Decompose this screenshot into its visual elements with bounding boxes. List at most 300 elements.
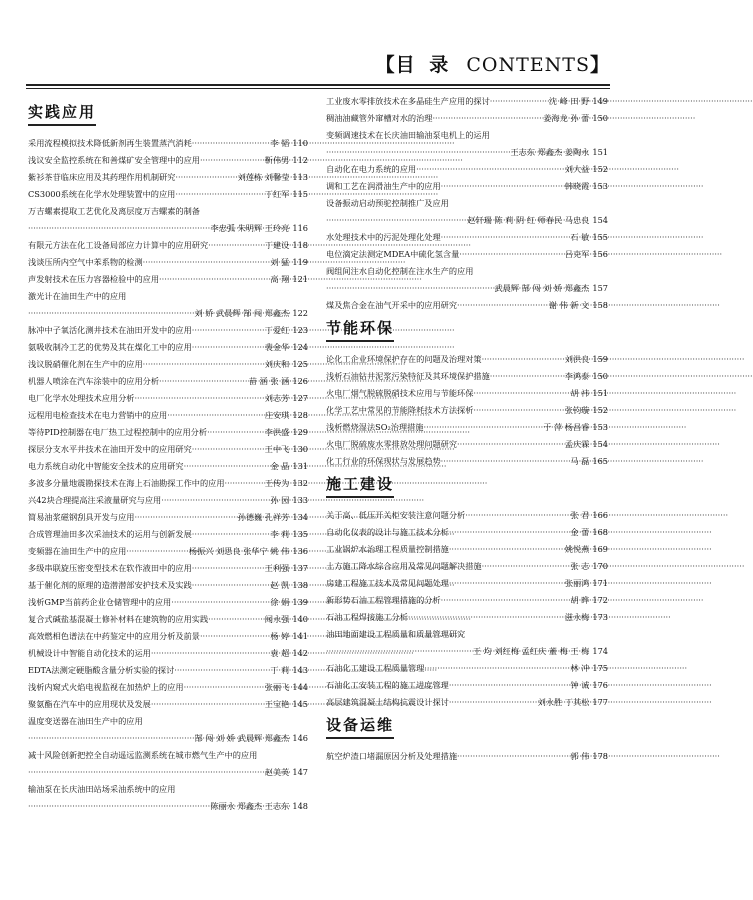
toc-entry-leader	[28, 307, 192, 319]
toc-entry[interactable]	[326, 404, 608, 416]
toc-entry-page: 140	[292, 614, 308, 624]
toc-entry-authors: 赵轩瑞 陈 莉 阴 红 师春民 马忠良	[467, 215, 590, 225]
toc-entry-title: 简易油浆磁钢刮具开发与应用	[28, 512, 135, 522]
toc-entry[interactable]	[326, 197, 608, 209]
header-rule	[26, 84, 610, 86]
toc-entry[interactable]	[28, 188, 308, 200]
section-heading-label: 实践应用	[28, 101, 96, 126]
toc-entry-authors: 刘莲栋 刘馨莹	[237, 172, 290, 182]
toc-entry-title: 复合式碱盐基混凝土修补材料在建筑物的应用实践	[28, 614, 209, 624]
toc-entry-page: 170	[592, 561, 608, 571]
toc-entry-leader	[473, 387, 568, 399]
toc-entry-authors: 张钧璇	[564, 405, 590, 415]
toc-entry-page: 152	[592, 164, 608, 174]
toc-entry-leader	[326, 214, 465, 226]
toc-entry-authors: 孙德巍 孔祥芳	[237, 512, 290, 522]
toc-entry[interactable]	[28, 732, 308, 744]
toc-entry-authors: 赵 凯	[270, 580, 290, 590]
toc-entry-leader	[482, 353, 563, 365]
toc-entry-leader	[192, 341, 263, 353]
section-heading-label: 节能环保	[326, 317, 394, 342]
toc-entry-authors: 庄安琪	[264, 410, 290, 420]
toc-entry[interactable]	[28, 545, 308, 557]
toc-entry-title: 工业废水零排放技术在多晶硅生产应用的探讨	[326, 96, 490, 106]
toc-entry-authors: 张丽飞	[264, 682, 290, 692]
toc-entry-page: 150	[592, 113, 608, 123]
toc-entry-authors: 孟庆霖	[564, 439, 590, 449]
toc-entry-page: 165	[592, 456, 608, 466]
toc-entry-title: 电力系统自动化中智能安全技术的应用研究	[28, 461, 184, 471]
toc-entry-leader	[207, 426, 263, 438]
toc-entry-leader	[192, 324, 263, 336]
toc-entry-authors: 张 志	[570, 561, 590, 571]
toc-entry-authors: 刘庆和	[264, 359, 290, 369]
toc-entry[interactable]	[28, 681, 308, 693]
toc-entry-authors: 赵美英	[264, 767, 290, 777]
toc-entry-leader	[143, 358, 263, 370]
toc-entry-title: 采用流程模拟技术降低新剂再生装置蒸汽消耗	[28, 138, 192, 148]
toc-entry[interactable]	[28, 290, 308, 302]
toc-entry-title: 浅析内窥式火焰电视监视在加热炉上的应用	[28, 682, 184, 692]
toc-entry-title: 火电厂脱硫废水零排放处理问题研究	[326, 439, 458, 449]
toc-entry[interactable]	[28, 392, 308, 404]
toc-entry-title: 高层建筑混凝土结构抗震设计探讨	[326, 697, 449, 707]
toc-entry[interactable]	[28, 324, 308, 336]
toc-entry-page: 153	[592, 181, 608, 191]
toc-entry-authors: 吕克军	[564, 249, 590, 259]
toc-entry[interactable]	[326, 628, 608, 640]
toc-entry-authors: 张 君	[570, 510, 590, 520]
toc-entry-leader	[449, 679, 569, 691]
toc-entry-leader	[174, 664, 268, 676]
toc-entry[interactable]	[28, 171, 308, 183]
toc-entry-leader	[326, 645, 471, 657]
toc-entry-leader	[482, 560, 569, 572]
toc-entry-authors: 刘志芳	[264, 393, 290, 403]
toc-entry-title: 火电厂烟气脱硫脱硝技术应用与节能环保	[326, 388, 474, 398]
toc-entry-page: 142	[292, 648, 308, 658]
toc-entry-title: 合成管理油田多次采油技术的运用与创新发展	[28, 529, 192, 539]
toc-entry-leader	[441, 180, 563, 192]
toc-entry[interactable]	[28, 579, 308, 591]
toc-entry[interactable]	[28, 154, 308, 166]
toc-entry-title: 电厂化学水处理技术应用分析	[28, 393, 135, 403]
toc-entry[interactable]	[28, 562, 308, 574]
toc-entry-title: 浅析石油钻井泥浆污染特征及其环境保护措施	[326, 371, 490, 381]
toc-entry-page: 123	[292, 325, 308, 335]
toc-entry-title: 浅析GMP当前药企业仓储管理中的应用	[28, 597, 172, 607]
toc-entry[interactable]	[28, 511, 308, 523]
toc-entry[interactable]	[326, 421, 608, 433]
toc-entry-leader	[134, 392, 262, 404]
toc-entry-title: 输油泵在长庆油田站场采油系统中的应用	[28, 784, 176, 794]
toc-entry-leader	[457, 299, 547, 311]
toc-entry[interactable]	[28, 715, 308, 727]
toc-entry[interactable]	[326, 611, 608, 623]
toc-entry-title: 激光计在油田生产中的应用	[28, 291, 127, 301]
section-heading-label: 设备运维	[326, 714, 394, 739]
toc-entry-page: 151	[592, 147, 608, 157]
toc-entry-leader	[151, 647, 269, 659]
toc-entry-page: 169	[592, 544, 608, 554]
toc-entry-leader	[449, 696, 536, 708]
toc-entry-title: 万吉螺素提取工艺优化及离层度万吉螺素的制备	[28, 206, 200, 216]
toc-entry-title: 多级串联旋压密变型技术在软作液田中的应用	[28, 563, 192, 573]
toc-entry-page: 177	[592, 697, 608, 707]
toc-entry-authors: 李 韬	[270, 138, 290, 148]
toc-entry-leader	[423, 421, 541, 433]
toc-entry-page: 175	[592, 663, 608, 673]
toc-entry-title: 浅谈压所内空气中苯系物的检测	[28, 257, 143, 267]
toc-entry[interactable]	[326, 370, 608, 382]
toc-entry-title: 减十风险创新把控全自动遥远监测系统在城市燃气生产中的应用	[28, 750, 258, 760]
toc-entry-authors: 谢 伟 新 文	[548, 300, 590, 310]
toc-entry-authors: 裴金华	[264, 342, 290, 352]
toc-entry[interactable]	[28, 358, 308, 370]
toc-entry[interactable]	[28, 239, 308, 251]
toc-entry-leader	[208, 613, 263, 625]
toc-entry[interactable]	[326, 231, 608, 243]
toc-entry-authors: 闻永强	[264, 614, 290, 624]
toc-entry[interactable]	[326, 645, 608, 657]
toc-entry-page: 178	[592, 751, 608, 761]
toc-entry-title: 探层分支水平井技术在油田开发中的应用研究	[28, 444, 192, 454]
toc-entry-authors: 郜 闯 刘 娇 武晨辉 郑鑫杰	[194, 733, 290, 743]
toc-entry[interactable]	[326, 265, 608, 277]
toc-entry-leader	[449, 543, 563, 555]
toc-entry[interactable]	[326, 95, 608, 107]
toc-entry[interactable]	[28, 341, 308, 353]
toc-entry-leader	[459, 248, 563, 260]
toc-entry-title: 论化工企业环境保护存在的问题及治理对策	[326, 354, 482, 364]
toc-entry-title: 温度变送器在油田生产中的应用	[28, 716, 143, 726]
toc-entry-title: 关于高、低压开关柜安装注意问题分析	[326, 510, 466, 520]
toc-entry-page: 153	[592, 422, 608, 432]
toc-entry[interactable]	[28, 494, 308, 506]
toc-entry-authors: 王中飞	[264, 444, 290, 454]
toc-entry-leader	[192, 579, 269, 591]
toc-entry-leader	[192, 137, 269, 149]
toc-entry-title: 声发射技术在压力容器检验中的应用	[28, 274, 160, 284]
toc-entry-authors: 韩晓霞	[564, 181, 590, 191]
toc-entry-page: 158	[592, 300, 608, 310]
toc-entry-leader	[159, 273, 268, 285]
toc-entry[interactable]	[326, 146, 608, 158]
toc-entry-title: 多波多分量地震勘探技术在海上石油勘探工作中的应用	[28, 478, 225, 488]
toc-entry[interactable]	[28, 477, 308, 489]
toc-entry[interactable]	[28, 409, 308, 421]
toc-entry-page: 132	[292, 478, 308, 488]
toc-entry-authors: 于 萍 杨昌睿	[543, 422, 590, 432]
toc-entry[interactable]	[28, 698, 308, 710]
toc-entry-page: 129	[292, 427, 308, 437]
toc-entry-leader	[416, 163, 563, 175]
toc-entry-authors: 刘洪良	[564, 354, 590, 364]
toc-entry[interactable]	[326, 455, 608, 467]
toc-entry-title: 调和工艺在润滑油生产中的应用	[326, 181, 441, 191]
toc-entry-title: 化学工艺中常见的节能降耗技术方法探析	[326, 405, 474, 415]
toc-entry[interactable]	[326, 163, 608, 175]
toc-entry-leader	[184, 460, 269, 472]
toc-entry[interactable]	[28, 426, 308, 438]
toc-entry-page: 122	[292, 308, 308, 318]
toc-entry-leader	[432, 112, 541, 124]
toc-entry[interactable]	[28, 460, 308, 472]
toc-entry-title: 浅析燃烧湿法SO₂治理措施	[326, 422, 424, 432]
toc-entry-authors: 张丽鸿	[564, 578, 590, 588]
toc-entry-title: 有限元方法在化工设备局部应力计算中的应用研究	[28, 240, 209, 250]
toc-entry-authors: 丁爱红	[264, 325, 290, 335]
toc-entry[interactable]	[326, 509, 608, 521]
toc-entry-authors: 李忠弧 朱明辉 王玲亮	[210, 223, 290, 233]
toc-entry-authors: 李鸿泰	[564, 371, 590, 381]
section-heading	[326, 473, 608, 501]
toc-header	[376, 50, 610, 77]
toc-entry-page: 168	[592, 527, 608, 537]
toc-entry-leader	[28, 732, 192, 744]
toc-entry-page: 143	[292, 665, 308, 675]
toc-entry-authors: 姜海龙 孙 蕾	[543, 113, 590, 123]
toc-entry-authors: 靳伟男	[264, 155, 290, 165]
toc-entry-authors: 王志东 郑鑫杰 姜陶永	[510, 147, 590, 157]
toc-entry-authors: 石 敏	[570, 232, 590, 242]
toc-entry-authors: 陈丽永 郑鑫杰 王志东	[210, 801, 290, 811]
toc-entry-authors: 苗 涵 张 涵	[248, 376, 290, 386]
toc-entry[interactable]	[326, 180, 608, 192]
left-column	[28, 95, 308, 817]
toc-entry-title: 石油工程焊接施工分析	[326, 612, 408, 622]
toc-entry-page: 141	[292, 631, 308, 641]
toc-entry-title: 变频调速技术在长庆油田输油泵电机上的运用	[326, 130, 490, 140]
toc-entry-title: 浅议脱硝催化剂在生产中的应用	[28, 359, 143, 369]
toc-entry-title: 兴42块合理提高注采液量研究与应用	[28, 495, 162, 505]
toc-entry-authors: 王宝艳	[264, 699, 290, 709]
toc-entry-leader	[449, 526, 569, 538]
toc-entry[interactable]	[28, 749, 308, 761]
toc-entry-title: 油田地面建设工程质量和质量管理研究	[326, 629, 466, 639]
toc-entry-authors: 钟 诚	[570, 680, 590, 690]
toc-entry[interactable]	[326, 299, 608, 311]
toc-entry[interactable]	[326, 353, 608, 365]
toc-entry-leader	[326, 146, 508, 158]
toc-entry-title: 氨吸收制冷工艺的优势及其在煤化工中的应用	[28, 342, 192, 352]
toc-entry-leader	[184, 681, 263, 693]
toc-entry-leader	[192, 528, 269, 540]
toc-entry[interactable]	[28, 528, 308, 540]
toc-entry-page: 131	[292, 461, 308, 471]
section-heading	[326, 317, 608, 345]
toc-entry[interactable]	[28, 664, 308, 676]
section-heading	[28, 101, 308, 129]
toc-entry-title: 化工行业的环保现状与发展趋势	[326, 456, 441, 466]
toc-entry-page: 154	[592, 215, 608, 225]
toc-entry-title: 石油化工安装工程的施工进度管理	[326, 680, 449, 690]
toc-entry[interactable]	[326, 526, 608, 538]
toc-entry-page: 133	[292, 495, 308, 505]
toc-entry-title: 设备振动启动预驼控制推广及应用	[326, 198, 449, 208]
toc-entry-page: 118	[292, 240, 308, 250]
toc-entry-page: 112	[292, 155, 308, 165]
toc-entry-leader	[465, 509, 568, 521]
toc-entry-title: 机械设计中智能自动化技术的运用	[28, 648, 151, 658]
toc-entry-leader	[441, 455, 569, 467]
toc-entry-leader	[126, 545, 187, 557]
toc-entry-leader	[457, 438, 563, 450]
toc-entry-leader	[192, 562, 263, 574]
toc-entry[interactable]	[326, 696, 608, 708]
toc-entry[interactable]	[326, 750, 608, 762]
toc-entry-leader	[441, 231, 569, 243]
toc-entry-title: 阀组间注水自动化控制在注水生产的应用	[326, 266, 474, 276]
toc-entry-leader	[134, 511, 235, 523]
toc-entry-leader	[200, 154, 263, 166]
toc-entry-title: 脉冲中子氧活化测井技术在油田开发中的应用	[28, 325, 192, 335]
toc-entry-title: 航空炉渣口堵漏原因分析及处理措施	[326, 751, 458, 761]
toc-entry-page: 110	[292, 138, 308, 148]
toc-entry-title: 聚氨酯在汽车中的应用现状及发展	[28, 699, 151, 709]
toc-entry-authors: 杨 婷	[270, 631, 290, 641]
toc-entry[interactable]	[28, 766, 308, 778]
toc-entry[interactable]	[326, 112, 608, 124]
toc-entry[interactable]	[326, 282, 608, 294]
toc-entry-leader	[143, 256, 269, 268]
toc-entry[interactable]	[28, 800, 308, 812]
toc-entry-authors: 王 均 刘红梅 孟红庆 董 梅 王 梅	[472, 646, 590, 656]
toc-entry-authors: 杨振兴 刘思良 张华宁 姚 伟	[188, 546, 290, 556]
toc-entry-authors: 郭 伟	[570, 751, 590, 761]
toc-entry-page: 148	[292, 801, 308, 811]
toc-entry-page: 151	[592, 388, 608, 398]
toc-entry[interactable]	[28, 137, 308, 149]
toc-entry-authors: 金 蕾	[570, 527, 590, 537]
toc-entry-authors: 孙 园	[270, 495, 290, 505]
toc-entry-leader	[408, 611, 563, 623]
toc-entry[interactable]	[28, 375, 308, 387]
toc-entry[interactable]	[326, 594, 608, 606]
toc-entry[interactable]	[326, 248, 608, 260]
header-rule-thin	[26, 88, 610, 89]
toc-entry-title: 高效燃相色谱法在中药鉴定中的应用分析及前景	[28, 631, 200, 641]
toc-entry[interactable]	[28, 307, 308, 319]
toc-entry-page: 139	[292, 597, 308, 607]
toc-entry-authors: 刘 娇 武晨辉 郜 闯 郑鑫杰	[194, 308, 290, 318]
toc-entry-page: 115	[292, 189, 308, 199]
toc-entry-page: 125	[292, 359, 308, 369]
toc-entry[interactable]	[326, 543, 608, 555]
toc-entry-title: 稠油油藏管外窜槽对水的治理	[326, 113, 433, 123]
toc-entry-authors: 王传为	[264, 478, 290, 488]
toc-entry-page: 152	[592, 405, 608, 415]
toc-entry-authors: 刘永胜 丁其松	[537, 697, 590, 707]
toc-entry-page: 116	[292, 223, 308, 233]
toc-entry-page: 113	[292, 172, 308, 182]
toc-entry-leader	[175, 188, 262, 200]
toc-entry-leader	[175, 171, 235, 183]
toc-entry-page: 149	[592, 96, 608, 106]
toc-entry[interactable]	[326, 129, 608, 141]
toc-entry[interactable]	[28, 205, 308, 217]
toc-entry-page: 159	[592, 354, 608, 364]
toc-entry-page: 127	[292, 393, 308, 403]
toc-entry-title: EDTA法测定硬脂酸含量分析实验的探讨	[28, 665, 175, 675]
toc-entry-page: 128	[292, 410, 308, 420]
toc-entry-title: 等待PID控制器在电厂热工过程控制中的应用分析	[28, 427, 208, 437]
toc-entry-page: 134	[292, 512, 308, 522]
toc-entry-page: 156	[592, 249, 608, 259]
toc-entry-authors: 姚悦燕	[564, 544, 590, 554]
toc-entry-title: 机器人喷涂在汽车涂装中的应用分析	[28, 376, 160, 386]
toc-entry-authors: 李洪盛	[264, 427, 290, 437]
toc-entry-title: 变频器在油田生产中的应用	[28, 546, 127, 556]
toc-entry-leader	[441, 594, 569, 606]
toc-entry[interactable]	[28, 273, 308, 285]
toc-entry-leader	[28, 766, 263, 778]
toc-entry-authors: 袁 超	[270, 648, 290, 658]
toc-entry-authors: 高 翔	[270, 274, 290, 284]
toc-entry-page: 171	[592, 578, 608, 588]
toc-entry-leader	[161, 494, 268, 506]
toc-entry-title: CS3000系统在化学水处理装置中的应用	[28, 189, 176, 199]
toc-entry[interactable]	[28, 443, 308, 455]
toc-entry[interactable]	[326, 577, 608, 589]
toc-entry-authors: 王利强	[264, 563, 290, 573]
toc-entry[interactable]	[326, 679, 608, 691]
toc-entry-leader	[167, 409, 263, 421]
toc-entry-title: 电位滴定法测定MDEA中硫化氢含量	[326, 249, 460, 259]
toc-entry-page: 126	[292, 376, 308, 386]
toc-entry-page: 138	[292, 580, 308, 590]
toc-entry[interactable]	[326, 438, 608, 450]
toc-entry-page: 145	[292, 699, 308, 709]
toc-entry-page: 176	[592, 680, 608, 690]
toc-entry-leader	[449, 577, 563, 589]
toc-entry-leader	[490, 370, 563, 382]
toc-entry[interactable]	[326, 662, 608, 674]
toc-entry-leader	[159, 375, 247, 387]
toc-entry[interactable]	[326, 387, 608, 399]
toc-entry-authors: 刘 猛	[270, 257, 290, 267]
toc-entry-authors: 徐 娟	[270, 597, 290, 607]
toc-entry-page: 157	[592, 283, 608, 293]
toc-entry-page: 144	[292, 682, 308, 692]
toc-entry[interactable]	[28, 222, 308, 234]
toc-entry-leader	[28, 222, 208, 234]
toc-entry-authors: 胡 祎	[570, 388, 590, 398]
toc-entry-page: 124	[292, 342, 308, 352]
header-bracket-right: 】	[589, 54, 610, 76]
toc-entry-page: 155	[592, 232, 608, 242]
toc-entry-page: 146	[292, 733, 308, 743]
toc-entry[interactable]	[28, 256, 308, 268]
toc-entry[interactable]	[28, 647, 308, 659]
toc-entry-page: 130	[292, 444, 308, 454]
toc-entry-authors: 胡 晔	[570, 595, 590, 605]
toc-entry[interactable]	[28, 630, 308, 642]
toc-entry-leader	[208, 239, 263, 251]
toc-entry-page: 121	[292, 274, 308, 284]
toc-entry[interactable]	[28, 596, 308, 608]
header-title-en: CONTENTS	[466, 54, 590, 76]
toc-entry-page: 174	[592, 646, 608, 656]
toc-entry[interactable]	[28, 783, 308, 795]
toc-entry-leader	[326, 282, 492, 294]
toc-entry-title: 自动化在电力系统的应用	[326, 164, 417, 174]
toc-entry[interactable]	[326, 560, 608, 572]
toc-entry-title: 房建工程施工技术及常见问题处理	[326, 578, 449, 588]
toc-entry[interactable]	[28, 613, 308, 625]
toc-entry-page: 150	[592, 371, 608, 381]
toc-entry[interactable]	[326, 214, 608, 226]
